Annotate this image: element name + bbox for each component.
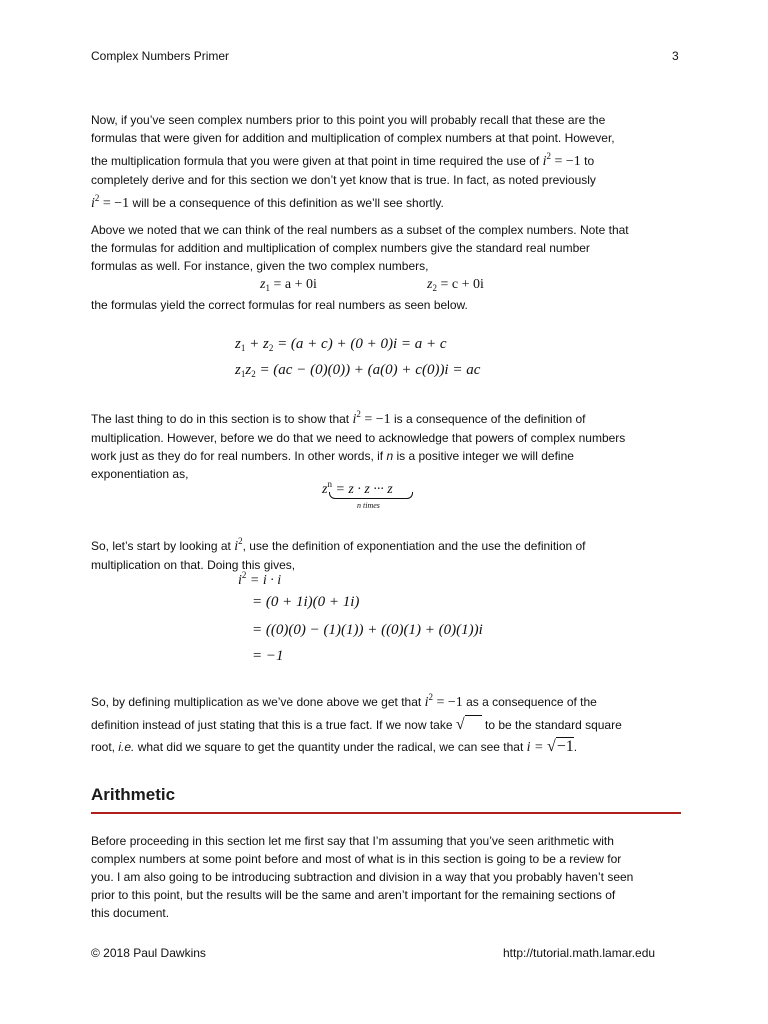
text-line: definition instead of just stating that this is a true fact. If we now take √ to be the standard square xyxy=(91,716,622,733)
text-line: So, let’s start by looking at $i^2$, use the definition of exponentiation and the use the definition of xyxy=(91,536,586,554)
section-divider xyxy=(91,812,681,814)
equation-sum: $z_1 + z_2 = (a + c) + (0 + 0)i = a + c$ xyxy=(235,336,447,353)
paragraph-5 xyxy=(91,686,681,759)
text-line: So, by defining multiplication as we’ve done above we get that $i^2 = -1$ as a consequence of the xyxy=(91,692,597,710)
text-line: work just as they do for real numbers. In other words, if n is a positive integer we will define xyxy=(91,449,574,463)
text-line: exponentiation as, xyxy=(91,467,189,481)
section-heading: Arithmetic xyxy=(91,785,176,804)
text-line: Now, if you’ve seen complex numbers prior to this point you will probably recall that these are the xyxy=(91,113,606,127)
text-line: Above we noted that we can think of the real numbers as a subset of the complex numbers. Note that xyxy=(91,223,629,237)
text-line: formulas that were given for addition and multiplication of complex numbers at that point. However, xyxy=(91,131,615,145)
derivation-line-3: = ((0)(0) − (1)(1)) + ((0)(1) + (0)(1))i xyxy=(252,622,483,638)
text-line: multiplication on that. Doing this gives, xyxy=(91,558,296,572)
text-line: The last thing to do in this section is to show that $i^2 = -1$ is a consequence of the definition of xyxy=(91,409,586,427)
text-line: this document. xyxy=(91,906,170,920)
text-line: multiplication. However, before we do that we need to acknowledge that powers of complex numbers xyxy=(91,431,626,445)
equation-z1: $z_1 = a + 0i$ xyxy=(260,277,317,293)
text-line: formulas as well. For instance, given the two complex numbers, xyxy=(91,259,429,273)
paragraph-2-tail xyxy=(91,296,681,314)
text-line: Before proceeding in this section let me first say that I’m assuming that you’ve seen arithmetic with xyxy=(91,834,614,848)
running-header-title: Complex Numbers Primer xyxy=(91,49,230,63)
footer-copyright: © 2018 Paul Dawkins xyxy=(91,946,206,960)
paragraph-2 xyxy=(91,221,681,275)
text-line: the formulas yield the correct formulas for real numbers as seen below. xyxy=(91,298,468,312)
text-line: prior to this point, but the results will be the same and aren’t important for the remaining sections of xyxy=(91,888,616,902)
inline-math: i = √−1 xyxy=(526,738,574,755)
derivation-line-1: $i^2 = i \cdot i$ xyxy=(238,570,282,588)
text-line: the multiplication formula that you were given at that point in time required the use of $i^2 = -1$ to xyxy=(91,151,595,169)
paragraph-4 xyxy=(91,532,681,574)
inline-math: $i^2 = -1$ xyxy=(91,193,130,211)
paragraph-3 xyxy=(91,405,681,483)
text-line: you. I am also going to be introducing subtraction and division in a way that you probably haven’t seen xyxy=(91,870,634,884)
inline-math: $i^2 = -1$ xyxy=(424,692,463,710)
derivation-line-4: = −1 xyxy=(252,648,284,664)
underbrace xyxy=(329,492,413,499)
inline-math: $i^2 = -1$ xyxy=(352,409,391,427)
inline-math: $i^2$ xyxy=(234,536,243,554)
text-line: complex numbers at some point before and most of what is in this section is going to be a review for xyxy=(91,852,622,866)
text-line: the formulas for addition and multiplication of complex numbers give the standard real number xyxy=(91,241,590,255)
equation-product: $z_1z_2 = (ac - (0)(0)) + (a(0) + c(0))i$ = ac xyxy=(235,362,481,379)
page-number: 3 xyxy=(672,49,679,63)
footer-url[interactable]: http://tutorial.math.lamar.edu xyxy=(503,946,656,960)
underbrace-label: n times xyxy=(357,501,380,510)
paragraph-1 xyxy=(91,111,681,213)
text-line: $i^2 = -1$ will be a consequence of this definition as we’ll see shortly. xyxy=(91,193,444,211)
derivation-line-2: = (0 + 1i)(0 + 1i) xyxy=(252,594,360,610)
inline-math: $i^2 = -1$ xyxy=(542,151,581,169)
text-line: completely derive and for this section we don’t yet know that is true. In fact, as noted previously xyxy=(91,173,596,187)
equation-z2: $z_2 = c + 0i$ xyxy=(427,277,484,293)
radical-icon: √ xyxy=(456,715,482,733)
section-body xyxy=(91,832,681,922)
text-line: root, i.e. what did we square to get the quantity under the radical, we can see that i = √−1. xyxy=(91,738,578,755)
equation-power: $z^n = z \cdot z$ ··· z xyxy=(322,479,393,497)
